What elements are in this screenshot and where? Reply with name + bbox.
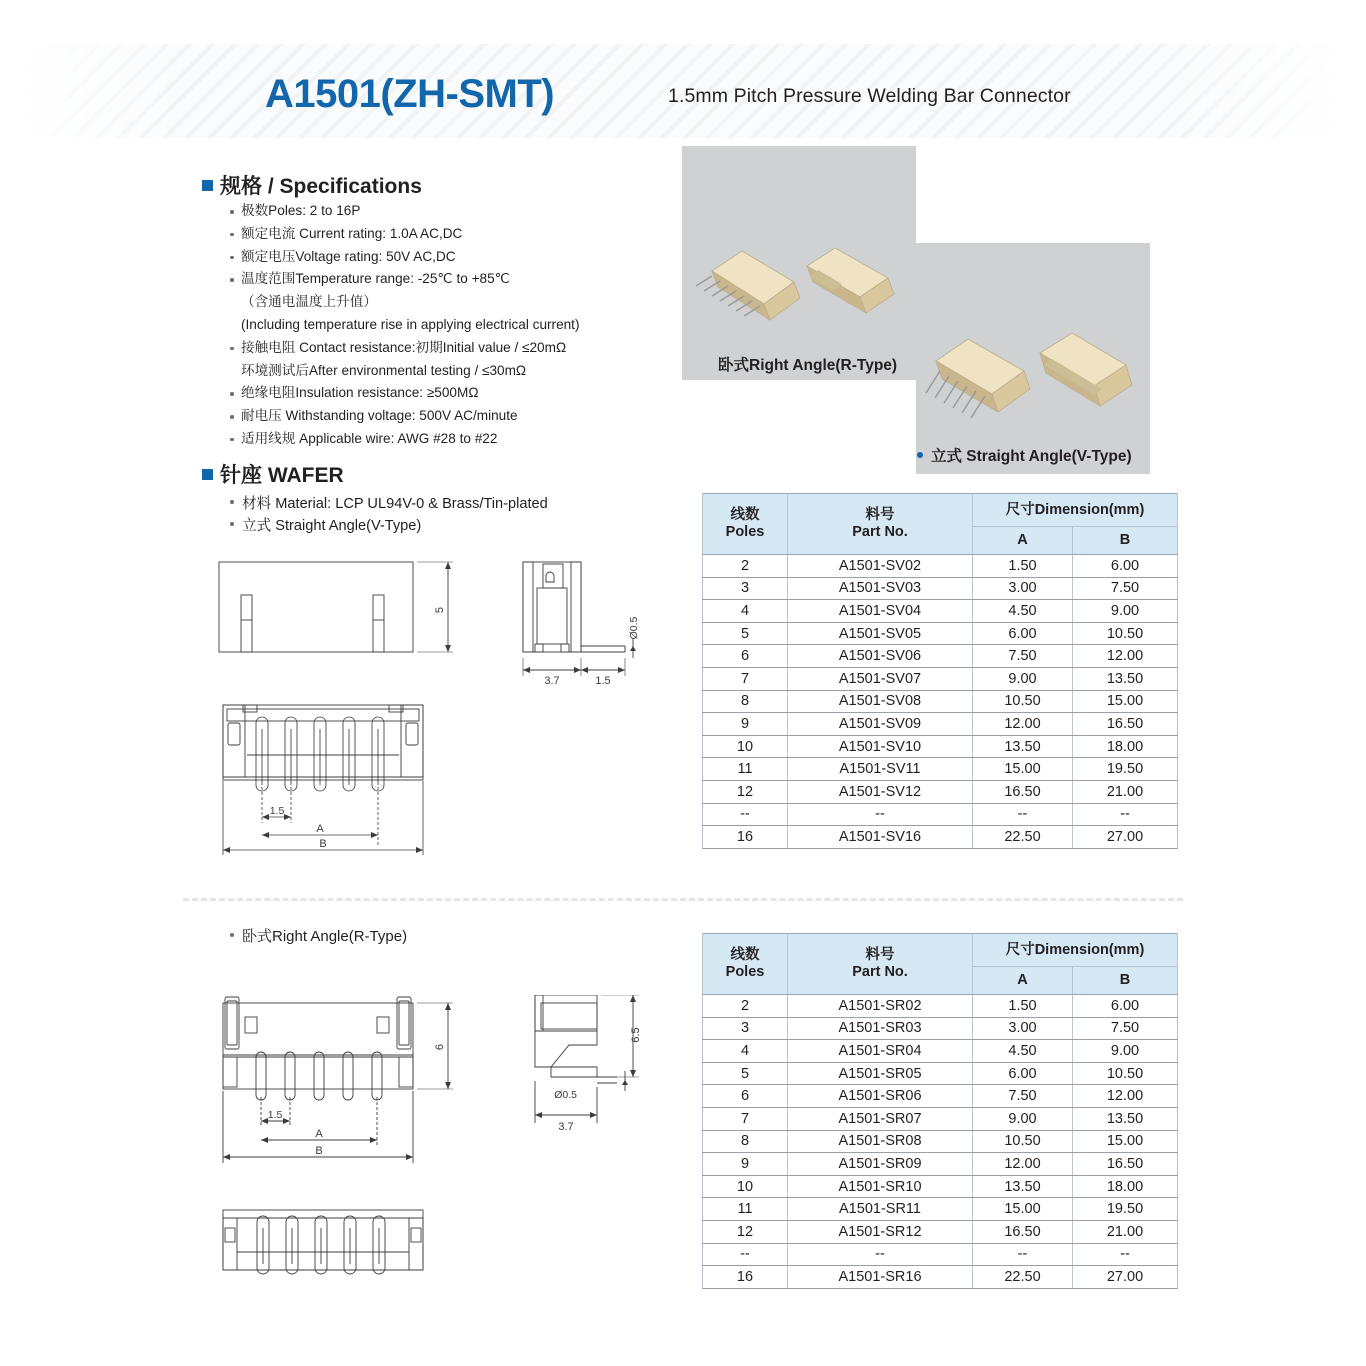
spec-contact-resistance-sub: 环境测试后After environmental testing / ≤30mΩ [241, 362, 527, 378]
cell-dim-b: 7.50 [1073, 1017, 1178, 1040]
cell-poles: 7 [703, 1107, 788, 1130]
drawing-v-type-elevation [205, 550, 665, 690]
cell-poles: 4 [703, 600, 788, 623]
table-row [703, 1040, 1178, 1063]
cell-dim-a: -- [973, 1243, 1073, 1266]
dim-v-pitch: 1.5 [269, 805, 285, 817]
specifications-list [228, 200, 698, 451]
cell-dim-a: -- [973, 803, 1073, 826]
cell-poles: 3 [703, 1017, 788, 1040]
spec-temperature-sub-en: (Including temperature rise in applying electrical current) [241, 316, 580, 332]
table-row [703, 600, 1178, 623]
cell-dim-b: 19.50 [1073, 1198, 1178, 1221]
dim-r-depth: 3.7 [558, 1121, 574, 1133]
dim-r-hole: Ø0.5 [554, 1089, 577, 1101]
th-part-en-r: Part No. [852, 964, 908, 980]
cell-poles: 16 [703, 826, 788, 849]
th-b-r: B [1073, 967, 1178, 995]
photo-straight-angle [916, 243, 1150, 474]
cell-dim-a: 1.50 [973, 995, 1073, 1018]
cell-dim-a: 10.50 [973, 1130, 1073, 1153]
cell-part-no: A1501-SR05 [788, 1062, 973, 1085]
cell-dim-b: 27.00 [1073, 1266, 1178, 1289]
cell-part-no: A1501-SR11 [788, 1198, 973, 1221]
cell-poles: 7 [703, 667, 788, 690]
cell-dim-a: 7.50 [973, 645, 1073, 668]
table-v-body [703, 555, 1178, 849]
dim-v-tail: 1.5 [595, 675, 611, 687]
spec-item-applicable-wire: 适用线规 Applicable wire: AWG #28 to #22 [228, 428, 698, 451]
cell-dim-a: 6.00 [973, 622, 1073, 645]
cell-dim-b: 6.00 [1073, 995, 1178, 1018]
cell-dim-b: 9.00 [1073, 600, 1178, 623]
th-poles-en-r: Poles [725, 964, 765, 980]
cell-dim-b: 13.50 [1073, 667, 1178, 690]
cell-part-no: A1501-SR16 [788, 1266, 973, 1289]
cell-poles: 10 [703, 735, 788, 758]
square-bullet-icon-wafer [202, 469, 213, 480]
dim-r-height: 6 [434, 1043, 446, 1051]
table-row [703, 1220, 1178, 1243]
spec-item-poles: 极数Poles: 2 to 16P [228, 200, 698, 223]
cell-dim-a: 4.50 [973, 600, 1073, 623]
wafer-v-type-label: 立式 Straight Angle(V-Type) [228, 514, 421, 535]
section-divider [183, 898, 1183, 901]
cell-dim-b: 10.50 [1073, 622, 1178, 645]
cell-dim-b: 6.00 [1073, 555, 1178, 578]
cell-poles: 8 [703, 690, 788, 713]
cell-dim-b: 18.00 [1073, 1175, 1178, 1198]
cell-part-no: A1501-SV06 [788, 645, 973, 668]
cell-dim-a: 13.50 [973, 1175, 1073, 1198]
cell-poles: 9 [703, 713, 788, 736]
cell-part-no: A1501-SV08 [788, 690, 973, 713]
th-dimension-v: 尺寸Dimension(mm) [973, 494, 1178, 527]
table-row [703, 1085, 1178, 1108]
cell-part-no: A1501-SR08 [788, 1130, 973, 1153]
table-row [703, 713, 1178, 736]
cell-part-no: A1501-SR09 [788, 1153, 973, 1176]
cell-part-no: A1501-SV12 [788, 780, 973, 803]
th-part-v [788, 494, 973, 555]
cell-dim-a: 3.00 [973, 1017, 1073, 1040]
cell-poles: 6 [703, 1085, 788, 1108]
cell-dim-a: 13.50 [973, 735, 1073, 758]
table-row [703, 758, 1178, 781]
cell-poles: 12 [703, 780, 788, 803]
cell-dim-b: 18.00 [1073, 735, 1178, 758]
table-r-body [703, 995, 1178, 1289]
th-part-en-v: Part No. [852, 524, 908, 540]
wafer-heading [202, 459, 344, 489]
wafer-material: 材料 Material: LCP UL94V-0 & Brass/Tin-plated [228, 492, 548, 513]
dim-v-b: B [319, 838, 327, 850]
th-poles-r [703, 934, 788, 995]
table-row [703, 555, 1178, 578]
cell-poles: 11 [703, 758, 788, 781]
table-row [703, 1175, 1178, 1198]
cell-dim-a: 15.00 [973, 758, 1073, 781]
cell-dim-b: 12.00 [1073, 645, 1178, 668]
table-row [703, 690, 1178, 713]
spec-item-temperature: 温度范围Temperature range: -25℃ to +85℃ [228, 268, 698, 291]
table-row [703, 735, 1178, 758]
dim-v-a: A [316, 823, 324, 835]
cell-part-no: -- [788, 803, 973, 826]
cell-dim-b: 7.50 [1073, 577, 1178, 600]
table-row [703, 1130, 1178, 1153]
spec-item-withstanding-voltage: 耐电压 Withstanding voltage: 500V AC/minute [228, 405, 698, 428]
cell-dim-a: 7.50 [973, 1085, 1073, 1108]
cell-poles: 5 [703, 622, 788, 645]
th-poles-en-v: Poles [725, 524, 765, 540]
cell-dim-b: 15.00 [1073, 1130, 1178, 1153]
wafer-r-type-label: 卧式Right Angle(R-Type) [228, 925, 407, 946]
cell-dim-a: 16.50 [973, 780, 1073, 803]
cell-part-no: A1501-SR06 [788, 1085, 973, 1108]
th-b-v: B [1073, 527, 1178, 555]
dim-r-side-height: 6.5 [630, 1027, 642, 1043]
cell-poles: 11 [703, 1198, 788, 1221]
table-row [703, 1198, 1178, 1221]
table-row [703, 1266, 1178, 1289]
spec-item-insulation-resistance: 绝缘电阻Insulation resistance: ≥500MΩ [228, 382, 698, 405]
cell-dim-a: 10.50 [973, 690, 1073, 713]
table-row [703, 826, 1178, 849]
cell-part-no: A1501-SR04 [788, 1040, 973, 1063]
cell-part-no: A1501-SR07 [788, 1107, 973, 1130]
cell-dim-a: 15.00 [973, 1198, 1073, 1221]
cell-part-no: A1501-SV04 [788, 600, 973, 623]
cell-dim-a: 4.50 [973, 1040, 1073, 1063]
cell-dim-a: 9.00 [973, 667, 1073, 690]
cell-poles: 12 [703, 1220, 788, 1243]
cell-dim-b: 21.00 [1073, 780, 1178, 803]
table-r-type [702, 933, 1178, 1289]
spec-item-current: 额定电流 Current rating: 1.0A AC,DC [228, 223, 698, 246]
cell-dim-a: 22.50 [973, 1266, 1073, 1289]
drawing-r-type-elevation [205, 995, 665, 1195]
cell-dim-b: 16.50 [1073, 1153, 1178, 1176]
cell-poles: 5 [703, 1062, 788, 1085]
spec-item-voltage: 额定电压Voltage rating: 50V AC,DC [228, 246, 698, 269]
cell-dim-b: 15.00 [1073, 690, 1178, 713]
dim-v-depth: 3.7 [544, 675, 560, 687]
cell-part-no: A1501-SR02 [788, 995, 973, 1018]
cell-dim-b: -- [1073, 803, 1178, 826]
th-a-v: A [973, 527, 1073, 555]
cell-poles: 8 [703, 1130, 788, 1153]
spec-temperature-sub-cn: （含通电温度上升值） [241, 294, 377, 310]
cell-dim-b: 19.50 [1073, 758, 1178, 781]
specifications-heading-label: 规格 / Specifications [220, 175, 422, 198]
cell-dim-b: -- [1073, 1243, 1178, 1266]
cell-poles: 4 [703, 1040, 788, 1063]
cell-part-no: A1501-SV09 [788, 713, 973, 736]
th-a-r: A [973, 967, 1073, 995]
dim-r-b: B [315, 1145, 323, 1157]
cell-dim-b: 21.00 [1073, 1220, 1178, 1243]
photo-label-right-angle: 卧式Right Angle(R-Type) [718, 357, 898, 374]
wafer-heading-label: 针座 WAFER [220, 464, 344, 487]
table-v-type [702, 493, 1178, 849]
cell-poles: 9 [703, 1153, 788, 1176]
page-subtitle: 1.5mm Pitch Pressure Welding Bar Connector [668, 85, 1071, 107]
cell-dim-a: 12.00 [973, 713, 1073, 736]
th-part-cn-r: 料号 [865, 947, 895, 964]
th-poles-cn-r: 线数 [730, 947, 760, 964]
cell-dim-b: 10.50 [1073, 1062, 1178, 1085]
dim-r-pitch: 1.5 [267, 1109, 283, 1121]
cell-part-no: -- [788, 1243, 973, 1266]
cell-dim-b: 27.00 [1073, 826, 1178, 849]
cell-part-no: A1501-SV10 [788, 735, 973, 758]
table-row [703, 645, 1178, 668]
photo-right-angle [682, 146, 916, 380]
table-row [703, 803, 1178, 826]
square-bullet-icon [202, 180, 213, 191]
cell-part-no: A1501-SV11 [788, 758, 973, 781]
cell-poles: 2 [703, 555, 788, 578]
th-poles-cn-v: 线数 [730, 507, 760, 524]
cell-poles: 10 [703, 1175, 788, 1198]
table-row [703, 1107, 1178, 1130]
table-row [703, 622, 1178, 645]
cell-dim-a: 1.50 [973, 555, 1073, 578]
cell-part-no: A1501-SV05 [788, 622, 973, 645]
dim-r-a: A [315, 1128, 323, 1140]
th-part-cn-v: 料号 [865, 507, 895, 524]
cell-poles: 6 [703, 645, 788, 668]
photo-label-straight-angle: 立式 Straight Angle(V-Type) [915, 444, 1132, 466]
th-poles-v [703, 494, 788, 555]
cell-dim-b: 13.50 [1073, 1107, 1178, 1130]
spec-item-contact-resistance: 接触电阻 Contact resistance:初期Initial value / ≤20mΩ [228, 337, 698, 360]
dim-v-hole: Ø0.5 [628, 616, 640, 640]
drawing-v-type-plan [205, 695, 465, 865]
dim-v-height: 5 [434, 606, 446, 614]
cell-poles: 2 [703, 995, 788, 1018]
table-row [703, 780, 1178, 803]
cell-part-no: A1501-SV16 [788, 826, 973, 849]
table-row [703, 1062, 1178, 1085]
table-row [703, 995, 1178, 1018]
cell-poles: 16 [703, 1266, 788, 1289]
table-row [703, 1153, 1178, 1176]
th-dimension-r: 尺寸Dimension(mm) [973, 934, 1178, 967]
cell-dim-b: 9.00 [1073, 1040, 1178, 1063]
table-row [703, 1017, 1178, 1040]
cell-dim-b: 12.00 [1073, 1085, 1178, 1108]
cell-dim-b: 16.50 [1073, 713, 1178, 736]
table-row [703, 1243, 1178, 1266]
cell-poles: -- [703, 803, 788, 826]
specifications-heading [202, 170, 422, 200]
cell-dim-a: 3.00 [973, 577, 1073, 600]
cell-part-no: A1501-SV07 [788, 667, 973, 690]
cell-part-no: A1501-SR12 [788, 1220, 973, 1243]
cell-part-no: A1501-SV02 [788, 555, 973, 578]
drawing-r-type-plan [205, 1208, 475, 1298]
cell-poles: 3 [703, 577, 788, 600]
cell-dim-a: 6.00 [973, 1062, 1073, 1085]
cell-dim-a: 9.00 [973, 1107, 1073, 1130]
cell-part-no: A1501-SR10 [788, 1175, 973, 1198]
banner-fade-right [1166, 44, 1366, 138]
page-title: A1501(ZH-SMT) [265, 72, 555, 116]
table-row [703, 577, 1178, 600]
table-row [703, 667, 1178, 690]
cell-dim-a: 12.00 [973, 1153, 1073, 1176]
banner-fade-left [0, 44, 190, 138]
cell-part-no: A1501-SV03 [788, 577, 973, 600]
cell-dim-a: 22.50 [973, 826, 1073, 849]
th-part-r [788, 934, 973, 995]
cell-dim-a: 16.50 [973, 1220, 1073, 1243]
cell-poles: -- [703, 1243, 788, 1266]
cell-part-no: A1501-SR03 [788, 1017, 973, 1040]
